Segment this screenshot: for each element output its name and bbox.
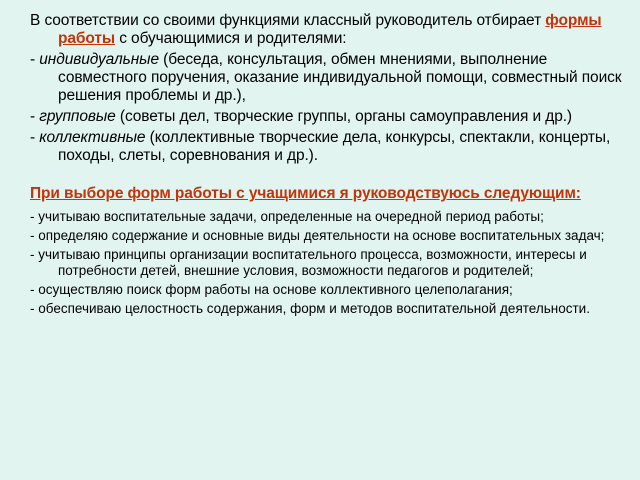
- principle-item: - обеспечиваю целостность содержания, форм и методов воспитательной деятельности.: [30, 301, 590, 316]
- dash: -: [30, 51, 40, 68]
- intro-highlight: формы работы: [58, 12, 602, 47]
- principle-item: - осуществляю поиск форм работы на основе коллективного целеполагания;: [30, 282, 513, 297]
- form-description: (советы дел, творческие группы, органы самоуправления и др.): [115, 108, 572, 125]
- principle-item: - определяю содержание и основные виды деятельности на основе воспитательных задач;: [30, 228, 605, 243]
- intro-text: В соответствии со своими функциями классный руководитель отбирает: [30, 12, 546, 29]
- principle-item: - учитываю воспитательные задачи, определенные на очередной период работы;: [30, 209, 544, 224]
- form-item-group: [30, 108, 626, 126]
- form-item-collective: [30, 129, 626, 165]
- form-term: коллективные: [39, 129, 146, 146]
- form-term: индивидуальные: [39, 51, 159, 68]
- form-description: (беседа, консультация, обмен мнениями, выполнение совместного поручения, оказание индивидуальной помощи, совместный поиск решения проблемы и др.),: [58, 51, 622, 104]
- principles-list: [30, 209, 626, 317]
- form-item-individual: [30, 51, 626, 105]
- form-description: (коллективные творческие дела, конкурсы, спектакли, концерты, походы, слеты, соревнования и др.).: [58, 129, 611, 164]
- intro-text-end: с обучающимися и родителями:: [114, 30, 347, 47]
- form-term: групповые: [39, 108, 116, 125]
- principles-heading: При выборе форм работы с учащимися я руководствуюсь следующим:: [30, 185, 581, 202]
- principle-item: - учитываю принципы организации воспитательного процесса, возможности, интересы и потребности детей, внешние условия, возможности педагогов и родителей;: [30, 247, 587, 278]
- forms-section: [30, 12, 626, 203]
- intro-paragraph: [30, 12, 626, 48]
- dash: -: [30, 129, 40, 146]
- dash: -: [30, 108, 40, 125]
